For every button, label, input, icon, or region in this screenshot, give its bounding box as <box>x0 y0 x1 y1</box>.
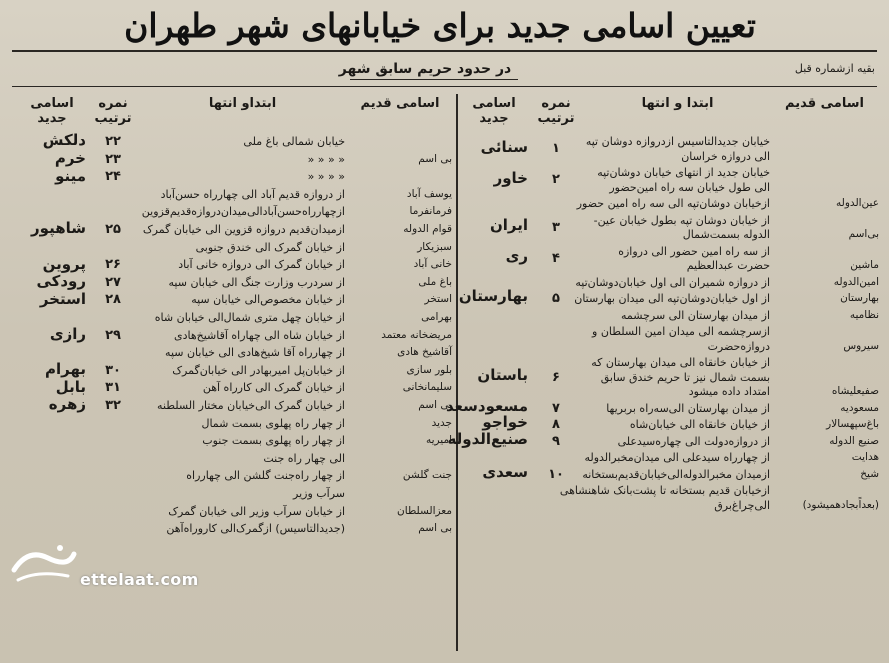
header-desc-right: ابتدا و انتها <box>641 96 714 111</box>
left-old-name: خانی آباد <box>413 258 452 271</box>
right-row-number: ۵ <box>552 291 560 306</box>
left-old-name: سلیمانخانی <box>402 381 452 394</box>
left-description: ازچهارراه‌حسن‌آبادالی‌میدان‌دروازه‌قدیم‌قزوین <box>141 205 345 219</box>
right-old-name: باغ‌سپهسالار <box>826 418 879 430</box>
left-description: از چهار راه پهلوی بسمت شمال <box>201 416 345 430</box>
left-new-name: زهره <box>48 395 86 414</box>
watermark-text: ettelaat.com <box>80 570 199 589</box>
right-old-name: شیخ <box>860 467 879 480</box>
header-old-names-left: اسامی قدیم <box>360 96 440 111</box>
column-divider <box>456 94 458 651</box>
left-row-number: ۲۴ <box>105 169 121 185</box>
right-description: حضرت عبدالعظیم <box>686 259 770 272</box>
left-old-name: مریضخانه معتمد <box>381 328 452 341</box>
left-description: سرآب وزیر <box>293 487 345 500</box>
left-description: از دروازه قدیم آباد الی چهارراه حسن‌آباد <box>160 187 345 201</box>
right-old-name: ماشین <box>850 259 879 271</box>
right-new-name: صنیع‌الدوله <box>447 429 528 448</box>
right-description: از سه راه امین حضور الی دروازه <box>618 244 770 258</box>
left-description: ازمیدان‌قدیم دروازه قزوین الی خیابان گمرک <box>142 223 345 236</box>
right-description: خیابان جدید از انتهای خیابان دوشان‌تپه <box>597 166 770 179</box>
right-description: از اول خیابان‌دوشان‌تپه الی میدان بهارستان <box>574 292 770 305</box>
left-old-name: معزالسلطان <box>397 504 452 517</box>
right-old-name: هدایت <box>851 451 879 463</box>
right-description: الی دروازه خراسان <box>681 149 770 163</box>
left-new-name: مینو <box>55 166 86 185</box>
left-row-number: ۲۷ <box>105 274 121 290</box>
right-description: از میدان بهارستان الی‌سه‌راه بربریها <box>606 401 770 415</box>
header-desc-left: ابتداو انتها <box>208 96 277 111</box>
right-description: دروازه‌حضرت <box>707 339 770 353</box>
left-description: خیابان شمالی باغ ملی <box>243 135 345 148</box>
ettelaat-logo-icon <box>8 540 78 588</box>
left-new-name: پروین <box>42 254 86 273</box>
right-old-name: امین‌الدوله <box>833 275 879 288</box>
right-old-name: (بعداًبجادهمیشود) <box>802 498 879 511</box>
right-old-name: مسعودیه <box>840 401 879 414</box>
left-old-name: بی اسم <box>418 152 452 165</box>
left-new-name: بابل <box>55 377 86 396</box>
left-old-name: قوام الدوله <box>403 223 452 235</box>
subtitle-underline <box>350 79 518 80</box>
right-description: ازخیابان دوشان‌تپه الی سه راه امین حضور <box>576 197 770 210</box>
right-description: ازسرچشمه الی میدان امین السلطان و <box>592 325 770 338</box>
left-old-name: بلور سازی <box>406 363 452 376</box>
left-description: (جدیدالتاسیس) ازگمرک‌الی کاروراه‌آهن <box>166 522 345 536</box>
left-description: از خیابان مخصوص‌الی خیابان سپه <box>191 293 345 307</box>
left-description: از خیابان شاه الی چهاراه آقاشیخ‌هادی <box>173 328 345 342</box>
left-new-name: بهرام <box>44 360 86 379</box>
left-old-name: یوسف آباد <box>406 187 452 200</box>
left-description: از خیابان گمرک الی کارراه آهن <box>202 381 345 395</box>
right-row-number: ۸ <box>552 417 560 432</box>
right-row-number: ۲ <box>552 172 560 188</box>
left-new-name: استخر <box>39 289 86 308</box>
right-row-number: ۱ <box>552 141 560 157</box>
right-description: از خیابان دوشان تپه بطول خیابان عین- <box>593 213 770 227</box>
left-description: از چهار راه‌جنت گلشن الی چهارراه <box>186 469 345 483</box>
right-new-name: سنائی <box>480 137 528 156</box>
right-description: از دروازه‌دولت الی چهاره‌سیدعلی <box>617 434 770 448</box>
left-description: از خیابان چهل متری شمال‌الی خیابان شاه <box>154 311 345 324</box>
left-old-name: جنت گلشن <box>402 469 452 482</box>
left-description: از خیابان گمرک الی خندق جنوبی <box>195 240 345 254</box>
previous-issue-note: بقیه ازشماره قبل <box>794 62 875 75</box>
left-new-name: شاهپور <box>31 219 86 238</box>
right-description: الی‌چراغ‌برق <box>714 498 770 512</box>
left-description: از خیابان گمرک الی‌خیابان مختار السلطنه <box>157 399 345 412</box>
left-description: از خیابان سرآب وزیر الی خیابان گمرک <box>168 504 345 518</box>
right-description: ازمیدان مخبرالدوله‌الی‌خیابان‌قدیم‌بستخانه <box>582 467 770 481</box>
header-num-left: نمره ترتیب <box>94 96 132 126</box>
right-description: بسمت شمال نیز تا حریم خندق سابق <box>600 370 770 384</box>
right-description: الی طول خیابان سه راه امین‌حضور <box>609 180 770 194</box>
left-old-name: باغ ملی <box>418 275 452 288</box>
header-rule <box>12 86 877 87</box>
right-new-name: باستان <box>477 365 528 384</box>
left-row-number: ۲۲ <box>105 134 121 149</box>
header-new-names-left: اسامی جدید <box>30 96 74 126</box>
left-old-name: بهرامی <box>421 311 452 323</box>
right-description: خیابان جدیدالتاسیس ازدروازه دوشان تپه <box>585 135 770 148</box>
left-row-number: ۳۲ <box>105 398 121 413</box>
right-description: از خیابان خانقاه الی میدان بهارستان که <box>591 356 770 369</box>
header-new-names-right: اسامی جدید <box>472 96 516 126</box>
title-rule <box>12 50 877 52</box>
right-old-name: صفیعلیشاه <box>831 385 879 397</box>
right-row-number: ۴ <box>552 250 560 266</box>
left-row-number: ۲۶ <box>105 257 121 273</box>
right-row-number: ۶ <box>552 369 560 385</box>
right-row-number: ۷ <box>552 400 560 416</box>
right-new-name: مسعودسعد <box>445 396 528 415</box>
right-old-name: صنیع الدوله <box>829 434 879 447</box>
left-description: « « « « <box>307 170 345 184</box>
left-new-name: دلکش <box>42 131 86 150</box>
left-old-name: آقاشیخ هادی <box>397 346 452 359</box>
right-new-name: سعدی <box>482 462 528 481</box>
left-row-number: ۲۹ <box>105 327 121 343</box>
left-description: از سردرب وزارت جنگ الی خیابان سپه <box>168 275 345 289</box>
left-old-name: بی اسم <box>418 399 452 411</box>
left-description: از خیابان‌پل امیربهادر الی خیابان‌گمرک <box>172 363 345 377</box>
right-new-name: ایران <box>489 216 528 234</box>
right-description: از چهارراه سیدعلی الی میدان‌مخبرالدوله <box>584 451 770 464</box>
right-description: الدوله بسمت‌شمال <box>682 228 770 241</box>
left-description: از چهار راه پهلوی بسمت جنوب <box>202 434 345 448</box>
left-description: از خیابان گمرک الی دروازه خانی آباد <box>178 258 345 272</box>
right-old-name: نظامیه <box>849 308 879 321</box>
left-new-name: رازی <box>49 324 86 343</box>
left-old-name: امیریه <box>425 434 452 447</box>
left-row-number: ۲۸ <box>105 292 121 308</box>
left-description: « « « « <box>307 152 345 166</box>
article-title: تعیین اسامی جدید برای خیابانهای شهر طهران <box>124 6 756 45</box>
header-old-names-right: اسامی قدیم <box>785 96 864 111</box>
left-new-name: خرم <box>54 148 86 167</box>
left-description: از چهارراه آقا شیخ‌هادی الی خیابان سپه <box>165 346 345 360</box>
right-row-number: ۳ <box>552 219 560 235</box>
right-description: از میدان بهارستان الی سرچشمه <box>621 308 770 322</box>
right-old-name: بهارستان <box>840 292 879 304</box>
left-old-name: فرمانفرما <box>409 205 452 218</box>
right-new-name: ری <box>505 247 528 265</box>
header-num-right: نمره ترتیب <box>537 96 575 126</box>
right-description: ازخیابان قدیم بستخانه تا پشت‌بانک شاهنشاهی <box>559 484 770 497</box>
left-row-number: ۳۱ <box>105 380 121 396</box>
left-row-number: ۲۵ <box>105 222 121 237</box>
left-old-name: بی اسم <box>418 522 452 535</box>
left-row-number: ۲۳ <box>105 151 121 167</box>
left-description: الی چهار راه جنت <box>263 451 345 465</box>
right-old-name: عین‌الدوله <box>836 197 879 209</box>
right-old-name: سیروس <box>843 339 879 352</box>
right-description: از دروازه شمیران الی اول خیابان‌دوشان‌تپه <box>575 275 770 289</box>
right-description: از خیابان خانقاه الی خیابان‌شاه <box>629 418 770 431</box>
left-row-number: ۳۰ <box>105 362 121 378</box>
left-new-name: رودکی <box>36 272 86 291</box>
left-old-name: استخر <box>424 293 452 306</box>
right-old-name: بی‌اسم <box>848 228 879 240</box>
article-subtitle: در حدود حریم سابق شهر <box>338 61 512 77</box>
right-row-number: ۹ <box>552 433 560 449</box>
right-new-name: خواجو <box>482 413 528 432</box>
left-old-name: سبزیکار <box>417 240 452 253</box>
right-new-name: بهارستان <box>458 287 528 306</box>
left-old-name: جدید <box>431 416 452 429</box>
right-new-name: خاور <box>493 168 528 187</box>
right-description: امتداد داده میشود <box>688 385 770 398</box>
right-row-number: ۱۰ <box>548 466 564 482</box>
